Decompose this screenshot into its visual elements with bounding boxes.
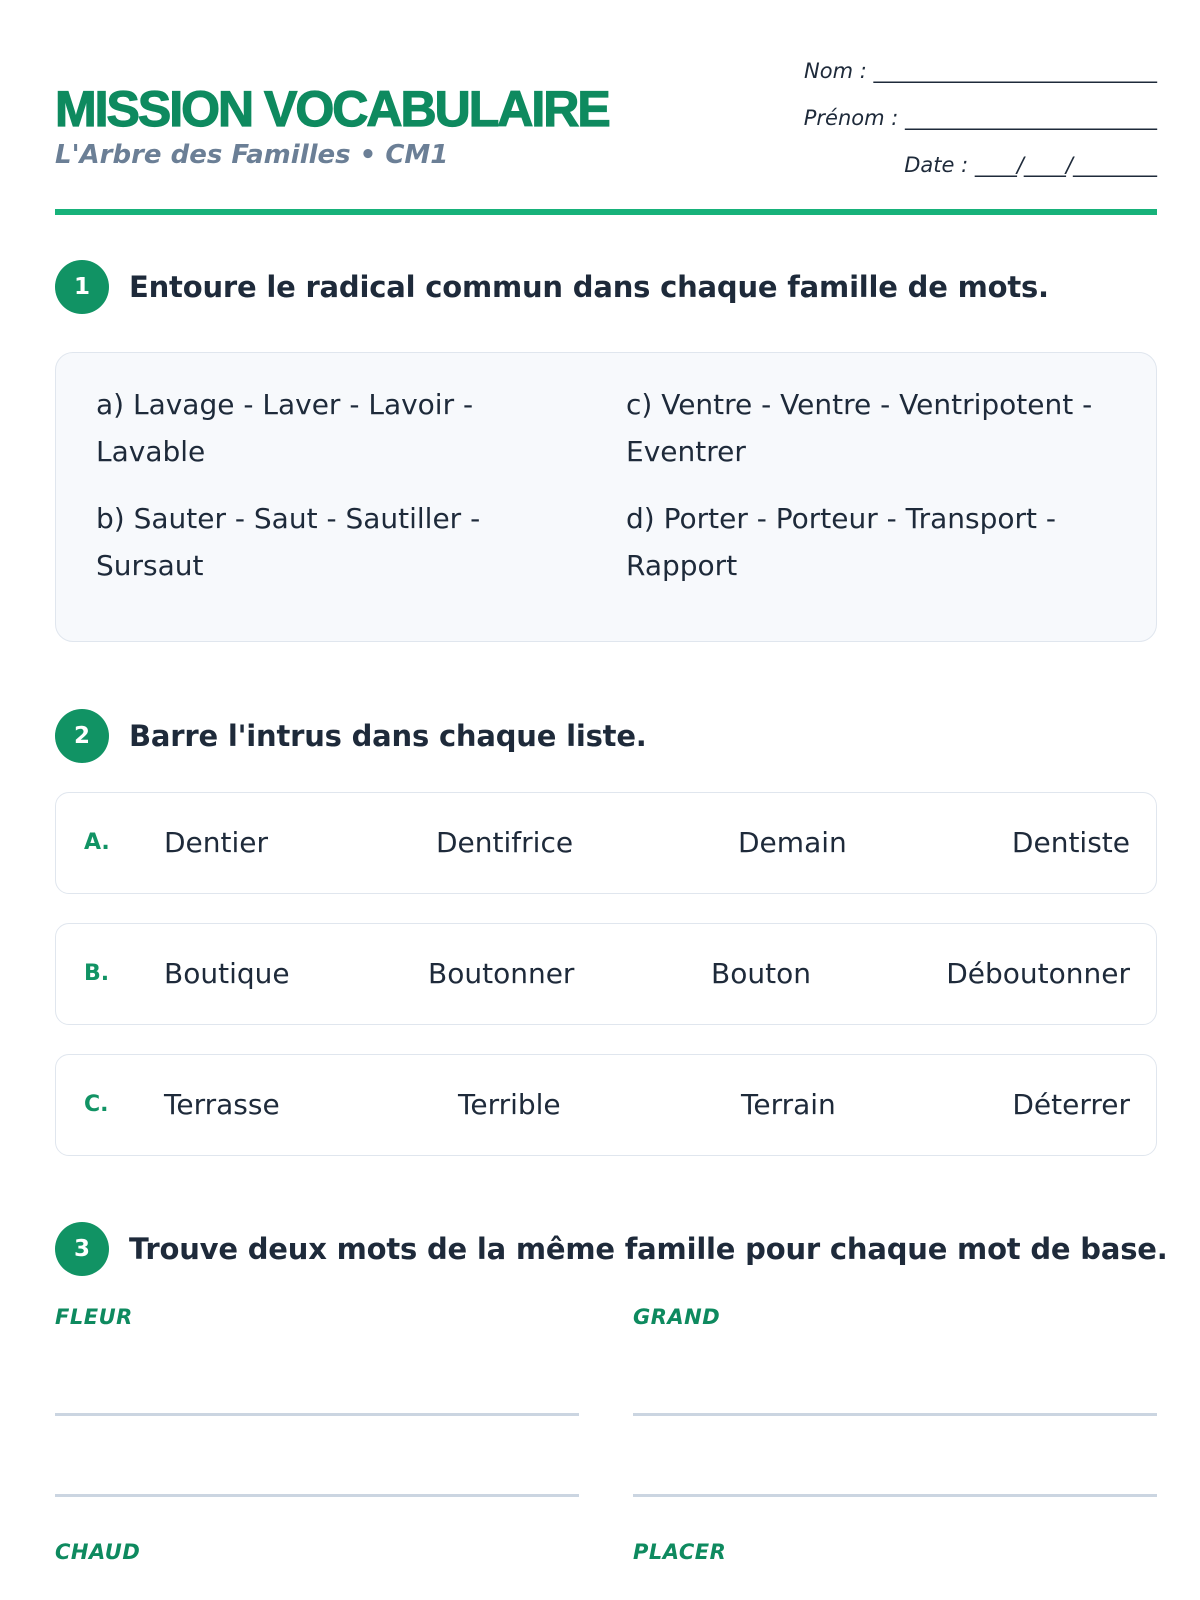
name-field[interactable]: Nom : ___________________________ (804, 59, 1157, 83)
word-option[interactable]: Boutonner (428, 957, 575, 990)
answer-line[interactable] (55, 1413, 579, 1416)
intruder-list-row (55, 923, 1157, 1025)
row-letter: B. (84, 961, 110, 986)
intruder-list-row (55, 1054, 1157, 1156)
section-number-badge: 3 (55, 1222, 109, 1276)
worksheet-header (55, 58, 1157, 218)
section-number-badge: 1 (55, 260, 109, 314)
family-item[interactable]: d) Porter - Porteur - Transport - Rapport (626, 502, 1057, 582)
base-word: FLEUR (55, 1305, 133, 1329)
row-letter: C. (84, 1092, 109, 1117)
answer-line[interactable] (633, 1494, 1157, 1497)
worksheet-title: MISSION VOCABULAIRE (55, 81, 609, 137)
row-letter: A. (84, 830, 110, 855)
word-option[interactable]: Terrible (458, 1088, 561, 1121)
base-word: CHAUD (55, 1540, 141, 1564)
word-option[interactable]: Terrain (741, 1088, 836, 1121)
family-item[interactable]: c) Ventre - Ventre - Ventripotent - Eventrer (626, 388, 1093, 468)
date-field[interactable]: Date : ____/____/________ (904, 153, 1157, 177)
base-word: PLACER (633, 1540, 727, 1564)
family-item[interactable]: b) Sauter - Saut - Sautiller - Sursaut (96, 502, 481, 582)
family-item[interactable]: a) Lavage - Laver - Lavoir - Lavable (96, 388, 474, 468)
word-families-box (55, 352, 1157, 642)
worksheet-subtitle: L'Arbre des Familles • CM1 (55, 140, 449, 170)
word-option[interactable]: Dentiste (1011, 826, 1130, 859)
section-2-heading (55, 709, 647, 763)
word-option[interactable]: Déboutonner (946, 957, 1130, 990)
section-number-badge: 2 (55, 709, 109, 763)
answer-line[interactable] (55, 1494, 579, 1497)
word-option[interactable]: Dentier (164, 826, 269, 859)
word-option[interactable]: Terrasse (164, 1088, 280, 1121)
section-title: Barre l'intrus dans chaque liste. (129, 719, 647, 753)
student-fields (757, 58, 1157, 199)
header-divider (55, 209, 1157, 215)
word-option[interactable]: Bouton (711, 957, 811, 990)
section-1-heading (55, 260, 1049, 314)
word-option[interactable]: Dentifrice (436, 826, 574, 859)
section-title: Trouve deux mots de la même famille pour chaque mot de base. (129, 1232, 1168, 1266)
section-3-heading (55, 1222, 1168, 1276)
first-name-field[interactable]: Prénom : ________________________ (803, 106, 1157, 130)
section-title: Entoure le radical commun dans chaque famille de mots. (129, 270, 1049, 304)
answer-line[interactable] (633, 1413, 1157, 1416)
word-option[interactable]: Boutique (164, 957, 290, 990)
intruder-list-row (55, 792, 1157, 894)
base-word: GRAND (633, 1305, 721, 1329)
word-option[interactable]: Déterrer (1012, 1088, 1130, 1121)
word-option[interactable]: Demain (738, 826, 847, 859)
